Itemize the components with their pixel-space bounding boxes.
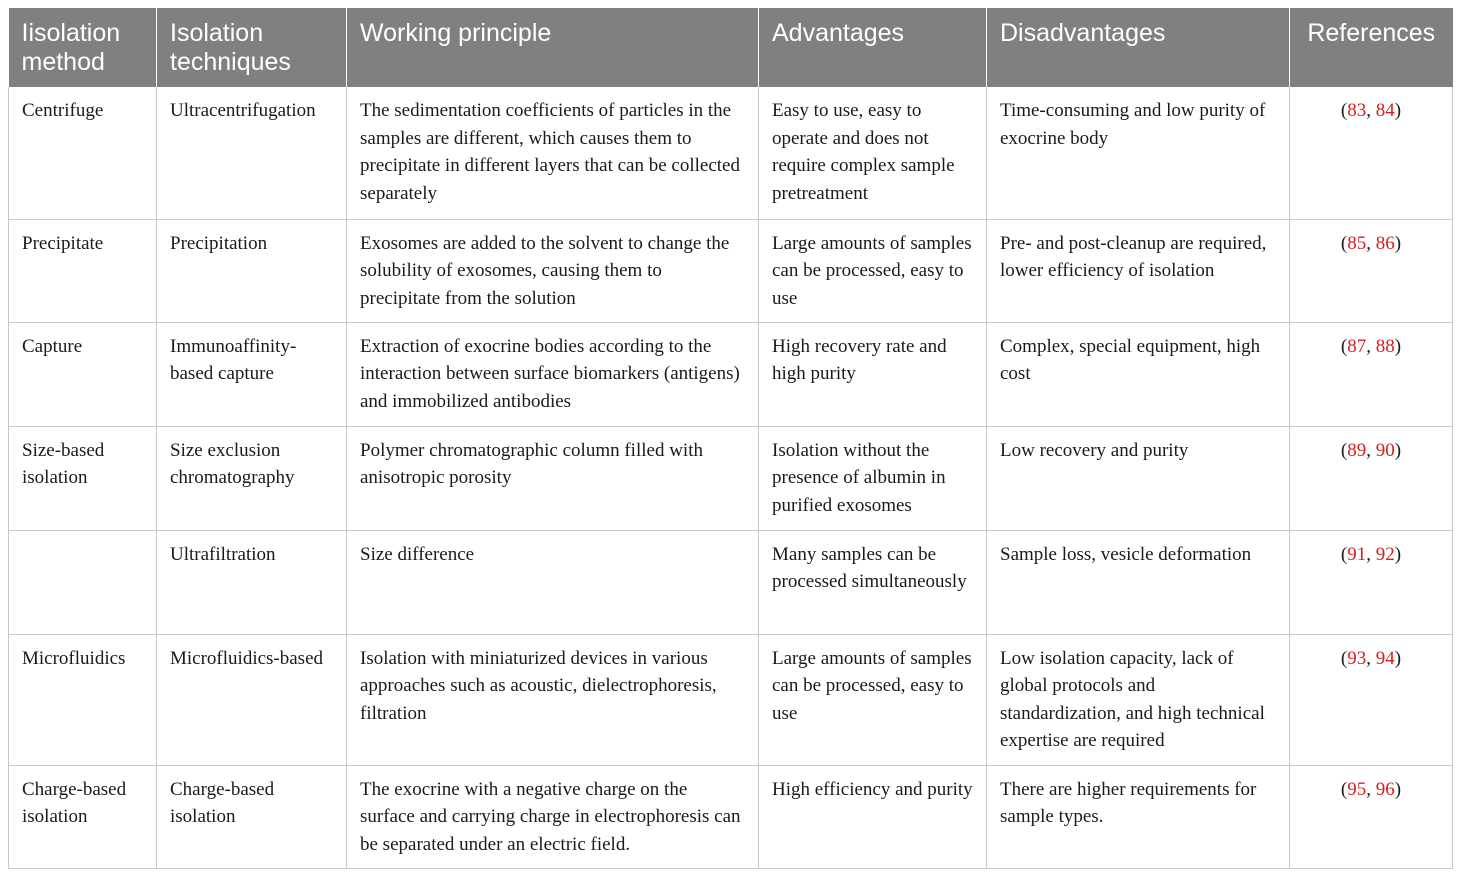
cell-principle: The sedimentation coefficients of particles in the samples are different, which causes them to precipitate in different layers that can be collected separately xyxy=(347,87,759,219)
header-isolation-method: Iisolation method xyxy=(9,8,157,87)
reference-link[interactable]: 94 xyxy=(1375,647,1395,669)
cell-references: (85, 86) xyxy=(1290,219,1453,322)
table-row xyxy=(9,634,1453,765)
header-isolation-techniques: Isolation techniques xyxy=(157,8,347,87)
cell-references: (87, 88) xyxy=(1290,322,1453,426)
cell-method: Capture xyxy=(9,322,157,426)
cell-principle: Size difference xyxy=(347,530,759,634)
reference-link[interactable]: 92 xyxy=(1375,543,1395,565)
cell-advantages: High recovery rate and high purity xyxy=(759,322,987,426)
cell-technique: Ultracentrifugation xyxy=(157,87,347,219)
table-row xyxy=(9,219,1453,322)
isolation-methods-table xyxy=(8,8,1453,869)
cell-technique: Immunoaffinity-based capture xyxy=(157,322,347,426)
cell-principle: Exosomes are added to the solvent to change the solubility of exosomes, causing them to precipitate from the solution xyxy=(347,219,759,322)
reference-link[interactable]: 85 xyxy=(1347,232,1367,254)
cell-method: Charge-based isolation xyxy=(9,765,157,868)
cell-advantages: Easy to use, easy to operate and does not require complex sample pretreatment xyxy=(759,87,987,219)
table-row xyxy=(9,87,1453,219)
cell-method: Microfluidics xyxy=(9,634,157,765)
cell-advantages: High efficiency and purity xyxy=(759,765,987,868)
cell-advantages: Large amounts of samples can be processed, easy to use xyxy=(759,634,987,765)
reference-link[interactable]: 83 xyxy=(1347,100,1367,121)
cell-advantages: Many samples can be processed simultaneously xyxy=(759,530,987,634)
table-row xyxy=(9,322,1453,426)
reference-link[interactable]: 87 xyxy=(1347,335,1367,357)
reference-link[interactable]: 96 xyxy=(1375,778,1395,800)
cell-principle: Polymer chromatographic column filled with anisotropic porosity xyxy=(347,426,759,530)
cell-disadvantages: Pre- and post-cleanup are required, lower efficiency of isolation xyxy=(987,219,1290,322)
reference-link[interactable]: 84 xyxy=(1375,100,1395,121)
cell-disadvantages: Sample loss, vesicle deformation xyxy=(987,530,1290,634)
header-disadvantages: Disadvantages xyxy=(987,8,1290,87)
cell-advantages: Large amounts of samples can be processed, easy to use xyxy=(759,219,987,322)
cell-disadvantages: Complex, special equipment, high cost xyxy=(987,322,1290,426)
cell-principle: Extraction of exocrine bodies according to the interaction between surface biomarkers (antigens) and immobilized antibodies xyxy=(347,322,759,426)
cell-references: (93, 94) xyxy=(1290,634,1453,765)
table-row xyxy=(9,426,1453,530)
reference-link[interactable]: 88 xyxy=(1375,335,1395,357)
cell-disadvantages: There are higher requirements for sample types. xyxy=(987,765,1290,868)
reference-link[interactable]: 91 xyxy=(1347,543,1367,565)
cell-method: Precipitate xyxy=(9,219,157,322)
reference-link[interactable]: 86 xyxy=(1375,232,1395,254)
cell-disadvantages: Time-consuming and low purity of exocrine body xyxy=(987,87,1290,219)
reference-link[interactable]: 95 xyxy=(1347,778,1367,800)
cell-references: (95, 96) xyxy=(1290,765,1453,868)
cell-technique: Precipitation xyxy=(157,219,347,322)
cell-advantages: Isolation without the presence of albumin in purified exosomes xyxy=(759,426,987,530)
header-working-principle: Working principle xyxy=(347,8,759,87)
header-references: References xyxy=(1290,8,1453,87)
cell-disadvantages: Low recovery and purity xyxy=(987,426,1290,530)
reference-link[interactable]: 89 xyxy=(1347,439,1367,461)
cell-technique: Ultrafiltration xyxy=(157,530,347,634)
cell-technique: Microfluidics-based xyxy=(157,634,347,765)
cell-references: (91, 92) xyxy=(1290,530,1453,634)
cell-principle: The exocrine with a negative charge on the surface and carrying charge in electrophoresis can be separated under an electric field. xyxy=(347,765,759,868)
cell-method: Size-based isolation xyxy=(9,426,157,530)
table-row xyxy=(9,530,1453,634)
cell-disadvantages: Low isolation capacity, lack of global protocols and standardization, and high technical expertise are required xyxy=(987,634,1290,765)
cell-references: (83, 84) xyxy=(1290,87,1453,219)
header-advantages: Advantages xyxy=(759,8,987,87)
header-row xyxy=(9,8,1453,87)
cell-method: Centrifuge xyxy=(9,87,157,219)
cell-technique: Charge-based isolation xyxy=(157,765,347,868)
cell-principle: Isolation with miniaturized devices in various approaches such as acoustic, dielectrophoresis, filtration xyxy=(347,634,759,765)
cell-method xyxy=(9,530,157,634)
reference-link[interactable]: 90 xyxy=(1375,439,1395,461)
reference-link[interactable]: 93 xyxy=(1347,647,1367,669)
cell-technique: Size exclusion chromatography xyxy=(157,426,347,530)
table-row xyxy=(9,765,1453,868)
cell-references: (89, 90) xyxy=(1290,426,1453,530)
